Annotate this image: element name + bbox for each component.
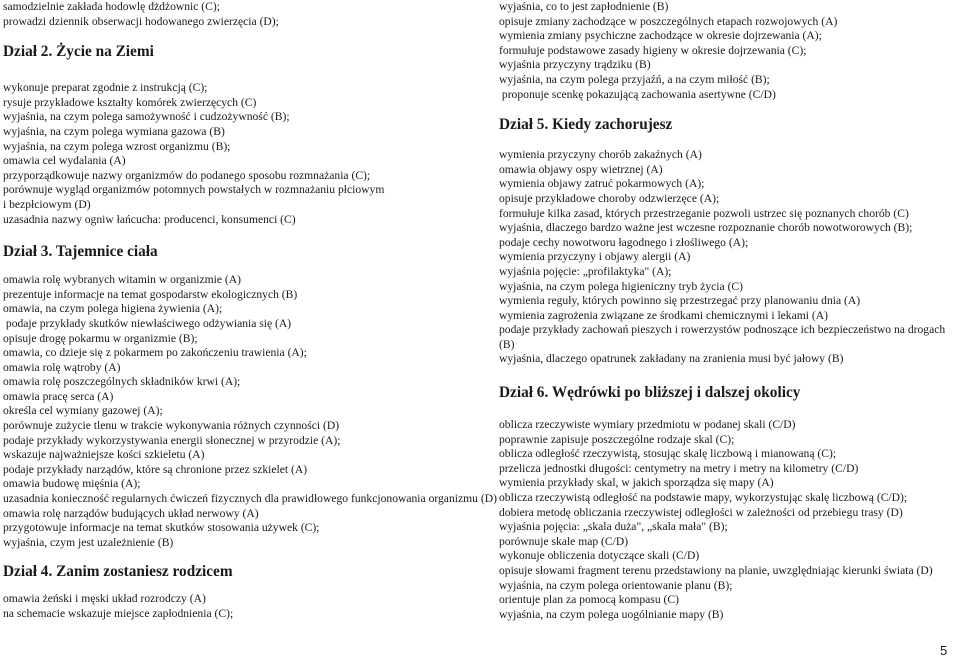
list-item: wykonuje obliczenia dotyczące skali (C/D) [499,549,700,563]
text-line: wyjaśnia przyczyny trądziku (B) [499,58,651,72]
list-item: przygotowuje informacje na temat skutków stosowania używek (C); [3,521,320,535]
list-item: podaje przykłady narządów, które są chronione przez szkielet (A) [3,462,308,476]
left-column [3,0,495,622]
text-line: wyjaśnia, co to jest zapłodnienie (B) [499,0,669,13]
page-number: 5 [940,643,948,658]
list-item: podaje przykłady wykorzystywania energii słonecznej w przyrodzie (A); [3,433,341,447]
list-item: na schemacie wskazuje miejsce zapłodnienia (C); [3,607,234,620]
list-item: poprawnie zapisuje poszczególne rodzaje skal (C); [499,432,735,446]
list-item: wyjaśnia, na czym polega uogólnianie mapy (B) [499,607,724,621]
list-item: wyjaśnia, na czym polega samożywność i cudzożywność (B); [3,110,290,124]
list-item: wymienia zagrożenia związane ze środkami chemicznymi i lekami (A) [499,308,828,322]
list-item: przyporządkowuje nazwy organizmów do podanego sposobu rozmnażania (C); [3,168,371,182]
list-item: wymienia przyczyny chorób zakaźnych (A) [499,148,702,162]
list-item: orientuje plan za pomocą kompasu (C) [499,593,679,607]
text-line: samodzielnie zakłada hodowlę dżdżownic (C); [3,0,220,13]
list-item: podaje cechy nowotworu łagodnego i złośliwego (A); [499,235,749,249]
section-heading-4: Dział 4. Zanim zostaniesz rodzicem [3,563,233,581]
list-item: wyjaśnia, na czym polega higieniczny tryb życia (C) [499,279,744,293]
list-item: określa cel wymiany gazowej (A); [3,404,163,418]
list-item: prezentuje informacje na temat gospodarstw ekologicznych (B) [3,287,298,301]
list-item: omawia, co dzieje się z pokarmem po zakończeniu trawienia (A); [3,346,307,360]
section-heading-2: Dział 2. Życie na Ziemi [3,43,154,61]
list-item: oblicza rzeczywistą odległość na podstawie mapy, wykorzystując skalę liczbową (C/D); [499,491,908,505]
list-item: omawia cel wydalania (A) [3,154,126,168]
list-item: omawia objawy ospy wietrznej (A) [499,162,663,176]
section-heading-5: Dział 5. Kiedy zachorujesz [499,116,673,134]
text-line: wymienia zmiany psychiczne zachodzące w okresie dojrzewania (A); [499,29,822,43]
list-item: dobiera metodę obliczania rzeczywistej odległości w zależności od przebiegu trasy (D) [499,505,903,519]
list-item: porównuje skale map (C/D) [499,534,629,548]
list-item: omawia rolę poszczególnych składników krwi (A); [3,375,241,389]
list-item: i bezpłciowym (D) [3,197,91,211]
list-item: podaje przykłady skutków niewłaściwego odżywiania się (A) [3,316,292,330]
list-item: porównuje wygląd organizmów potomnych powstałych w rozmnażaniu płciowym [3,183,385,197]
list-item: wyjaśnia, na czym polega orientowanie planu (B); [499,578,733,592]
list-item: oblicza odległość rzeczywistą, stosując skalę liczbową i mianowaną (C); [499,447,837,461]
list-item: wskazuje najważniejsze kości szkieletu (A) [3,448,205,462]
list-item: opisuje słowami fragment terenu przedstawiony na planie, uwzględniając kierunki świata (D) [499,564,933,577]
list-item-long: uzasadnia konieczność regularnych ćwiczeń fizycznych dla prawidłowego funkcjonowania organizmu (D) [3,492,497,506]
list-item: wyjaśnia, na czym polega wymiana gazowa (B) [3,124,225,138]
list-item: przelicza jednostki długości: centymetry na metry i metry na kilometry (C/D) [499,461,859,475]
list-item: omawia rolę wybranych witamin w organizmie (A) [3,273,242,287]
list-item: uzasadnia nazwy ogniw łańcucha: producenci, konsumenci (C) [3,212,296,226]
text-line: proponuje scenkę pokazującą zachowania asertywne (C/D) [499,87,776,101]
list-item: formułuje kilka zasad, których przestrzeganie pozwoli ustrzec się poznanych chorób (C) [499,206,909,220]
list-item: wymienia reguły, których powinno się przestrzegać przy planowaniu dnia (A) [499,294,861,308]
list-item: oblicza rzeczywiste wymiary przedmiotu w podanej skali (C/D) [499,418,796,432]
section-heading-6: Dział 6. Wędrówki po bliższej i dalszej okolicy [499,384,801,402]
list-item: opisuje przykładowe choroby odzwierzęce (A); [499,191,720,205]
list-item: wykonuje preparat zgodnie z instrukcją (C); [3,81,208,95]
text-line: formułuje podstawowe zasady higieny w okresie dojrzewania (C); [499,43,807,57]
list-item: wymienia objawy zatruć pokarmowych (A); [499,177,705,191]
list-item: wyjaśnia, dlaczego bardzo ważne jest wczesne rozpoznanie chorób nowotworowych (B); [499,221,913,235]
list-item: omawia rolę wątroby (A) [3,360,121,374]
text-line: wyjaśnia, na czym polega przyjaźń, a na czym miłość (B); [499,72,770,86]
section-heading-3: Dział 3. Tajemnice ciała [3,243,158,261]
list-item: wymienia przyczyny i objawy alergii (A) [499,250,691,264]
list-item: rysuje przykładowe kształty komórek zwierzęcych (C) [3,95,257,109]
text-line: prowadzi dziennik obserwacji hodowanego zwierzęcia (D); [3,14,279,28]
list-item: omawia pracę serca (A) [3,389,114,403]
list-item: opisuje drogę pokarmu w organizmie (B); [3,331,198,345]
list-item: omawia rolę narządów budujących układ nerwowy (A) [3,506,259,520]
list-item: porównuje zużycie tlenu w trakcie wykonywania różnych czynności (D) [3,419,340,433]
list-item: wyjaśnia pojęcia: „skala duża", „skala mała" (B); [499,520,728,534]
list-item: omawia, na czym polega higiena żywienia (A); [3,302,223,316]
list-item: wyjaśnia, na czym polega wzrost organizmu (B); [3,139,231,153]
right-column [499,0,959,622]
text-line: opisuje zmiany zachodzące w poszczególnych etapach rozwojowych (A) [499,14,838,28]
list-item: omawia żeński i męski układ rozrodczy (A) [3,592,206,606]
list-item: wyjaśnia, dlaczego opatrunek zakładany na zranienia musi być jałowy (B) [499,352,844,366]
list-item: wyjaśnia pojęcie: „profilaktyka" (A); [499,264,672,278]
list-item: podaje przykłady zachowań pieszych i rowerzystów podnoszące ich bezpieczeństwo na drogach (B) [499,323,946,351]
list-item: omawia budowę mięśnia (A); [3,477,141,491]
list-item: wymienia przykłady skal, w jakich sporządza się mapy (A) [499,476,774,490]
list-item: wyjaśnia, czym jest uzależnienie (B) [3,535,174,549]
